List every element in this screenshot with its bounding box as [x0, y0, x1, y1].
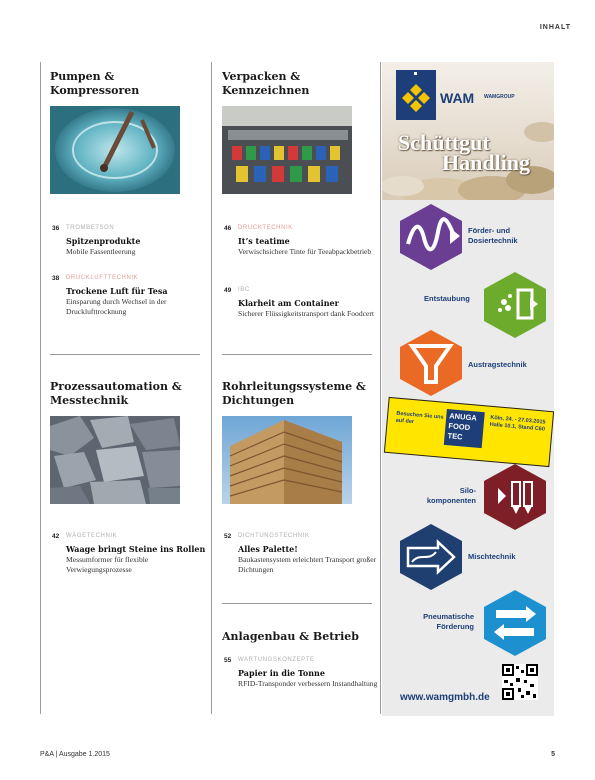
footer-issue: P&A | Ausgabe 1.2015	[40, 751, 110, 758]
silo-icon	[482, 462, 548, 537]
column-divider-middle	[211, 62, 212, 714]
entry-category: IBC	[238, 287, 250, 293]
packaging-machine-photo	[222, 106, 352, 194]
qr-code-icon[interactable]	[502, 664, 538, 700]
ad-label-austrag: Austragstechnik	[468, 360, 527, 369]
anuga-foodtec-logo	[444, 409, 485, 448]
pneumatic-icon	[482, 588, 548, 663]
ad-label-pneumatik: Pneumatische Förderung	[423, 612, 474, 631]
column-divider-right	[380, 62, 381, 714]
footer-page-number: 5	[551, 751, 555, 758]
ad-headline-2: Handling	[442, 150, 531, 175]
section-title: Pumpen & Kompressoren	[50, 70, 140, 97]
toc-entry[interactable]	[224, 532, 378, 576]
row-divider-left	[50, 354, 200, 355]
section-pumpen	[50, 70, 200, 98]
ad-label-entstaubung: Entstaubung	[424, 294, 470, 303]
entry-subtitle: RFID-Transponder verbessern Instandhaltung	[238, 678, 378, 688]
entry-title: Papier in die Tonne	[238, 668, 325, 678]
page-number: 52	[224, 533, 232, 540]
section-title: Verpacken & Kennzeichnen	[222, 70, 310, 97]
entry-category: WÄGETECHNIK	[66, 533, 118, 539]
row-divider-middle	[222, 354, 372, 355]
page-number: 46	[224, 225, 232, 232]
entry-title: Klarheit am Container	[238, 298, 339, 308]
fair-name-3: TEC	[447, 431, 463, 442]
dust-filter-icon	[482, 270, 548, 345]
entry-subtitle: Einsparung durch Wechsel in der Drucklufttrocknung	[66, 296, 167, 316]
row-divider-middle-lower	[222, 603, 372, 604]
fair-name-1: ANUGA	[448, 411, 478, 423]
wam-advertisement[interactable]	[382, 62, 554, 716]
entry-category: WARTUNGSKONZEPTE	[238, 657, 315, 663]
entry-title: Spitzenprodukte	[66, 236, 141, 246]
entry-title: Waage bringt Steine ins Rollen	[66, 544, 206, 554]
pallets-photo	[222, 416, 352, 504]
toc-entry[interactable]	[224, 224, 378, 257]
entry-category: DRUCKLUFTTECHNIK	[66, 275, 139, 281]
section-prozess	[50, 380, 200, 408]
toc-entry[interactable]	[52, 224, 206, 257]
section-title: Anlagenbau & Betrieb	[222, 630, 359, 643]
discharge-icon	[398, 328, 464, 403]
entry-subtitle: Messumformer für flexible Verwiegungsprozesse	[66, 554, 149, 574]
ad-hero	[382, 62, 554, 200]
tank-photo	[50, 106, 180, 194]
trade-fair-banner	[384, 397, 554, 467]
banner-location: Köln, 24. - 27.03.2015 Halle 10.1, Stand C60	[489, 414, 546, 433]
entry-category: DRUCKTECHNIK	[238, 225, 293, 231]
entry-subtitle: Sicherer Flüssigkeitstransport dank Foodcert	[238, 308, 375, 318]
toc-entry[interactable]	[52, 532, 206, 576]
section-verpacken	[222, 70, 372, 98]
brand-name: WAM	[440, 90, 475, 106]
page-number: 55	[224, 657, 232, 664]
entry-category: DICHTUNGSTECHNIK	[238, 533, 310, 539]
mixer-icon	[398, 522, 464, 597]
wam-logo-icon	[396, 70, 436, 120]
ad-label-silo: Silo-komponenten	[426, 486, 476, 505]
screw-conveyor-icon	[398, 202, 464, 277]
entry-subtitle: Verwischsichere Tinte für Teeabpackbetrieb	[238, 246, 372, 256]
section-rohr	[222, 380, 372, 408]
page-number: 42	[52, 533, 60, 540]
toc-entry[interactable]	[52, 274, 206, 318]
section-header: INHALT	[539, 24, 571, 31]
page-number: 49	[224, 287, 232, 294]
page-number: 36	[52, 225, 60, 232]
section-title: Prozessautomation & Messtechnik	[50, 380, 182, 407]
ad-url-link[interactable]: www.wamgmbh.de	[400, 692, 490, 703]
entry-title: Alles Palette!	[238, 544, 298, 554]
column-divider-left	[40, 62, 41, 714]
section-anlagen	[222, 630, 372, 644]
entry-subtitle: Baukastensystem erleichtert Transport großer Dichtungen	[238, 554, 377, 574]
toc-entry[interactable]	[224, 286, 378, 319]
banner-invite: Besuchen Sie uns auf der	[395, 410, 444, 426]
page-number: 38	[52, 275, 60, 282]
toc-entry[interactable]	[224, 656, 378, 689]
ad-label-misch: Mischtechnik	[468, 552, 516, 561]
section-title: Rohrleitungssysteme & Dichtungen	[222, 380, 366, 407]
entry-category: TROMBETSON	[66, 225, 115, 231]
ad-label-foerder: Förder- und Dosiertechnik	[468, 226, 518, 245]
stones-photo	[50, 416, 180, 504]
entry-subtitle: Mobile Fassentleerung	[66, 246, 136, 256]
fair-name-2: FOOD	[448, 421, 471, 433]
entry-title: Trockene Luft für Tesa	[66, 286, 168, 296]
entry-title: It’s teatime	[238, 236, 290, 246]
ad-headline-1: Schüttgut	[398, 130, 490, 155]
brand-group: WAMGROUP	[484, 94, 515, 100]
